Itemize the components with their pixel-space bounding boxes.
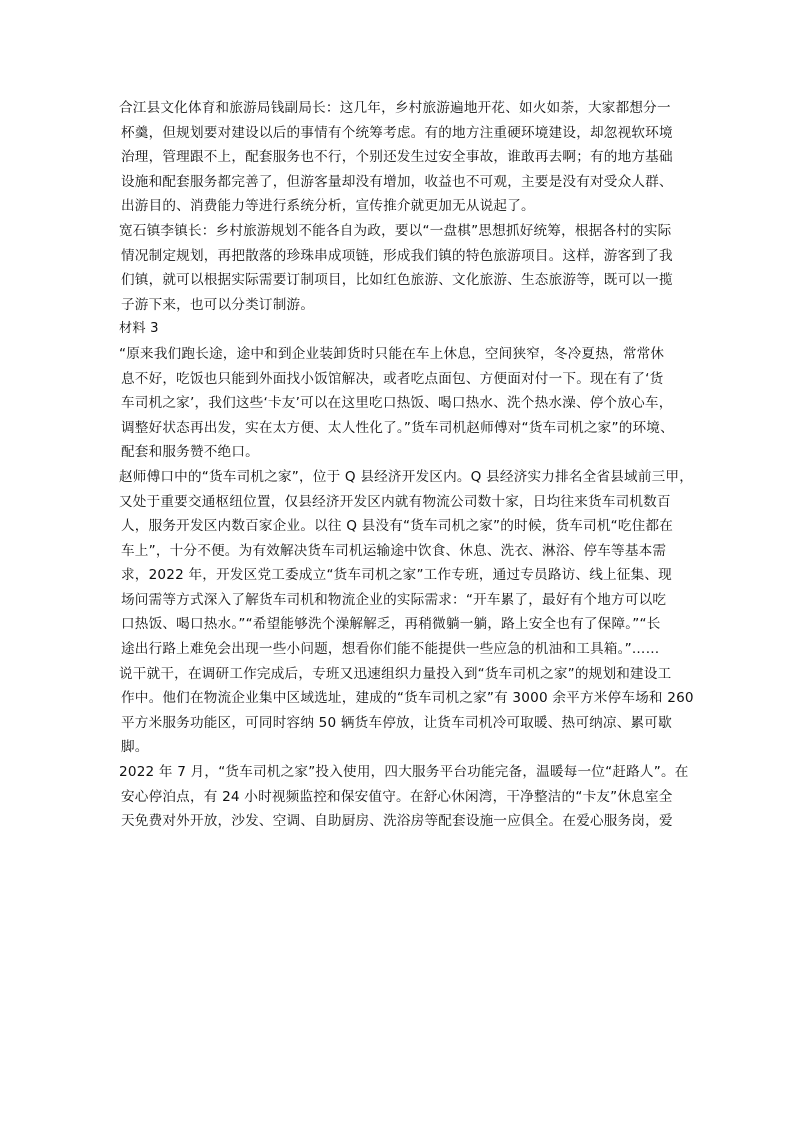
text-line: 情况制定规划，再把散落的珍珠串成项链，形成我们镇的特色旅游项目。这样，游客到了我: [121, 247, 673, 264]
text-line: 赵师傅口中的“货车司机之家”，位于 Q 县经济开发区内。Q 县经济实力排名全省县域前三甲，: [119, 468, 694, 485]
text-line: 车司机之家’，我们这些‘卡友’可以在这里吃口热饭、喝口热水、洗个热水澡、停个放心车，: [121, 395, 673, 412]
text-line: 2022 年 7 月，“货车司机之家”投入使用，四大服务平台功能完备，温暖每一位“赶路人”。在: [119, 764, 689, 781]
document-body: [119, 96, 694, 834]
text-line: 车上”，十分不便。为有效解决货车司机运输途中饮食、休息、洗衣、淋浴、停车等基本需: [121, 542, 667, 559]
text-line: 子游下来，也可以分类订制游。: [121, 296, 315, 313]
text-line: 作中。他们在物流企业集中区域选址，建成的“货车司机之家”有 3000 余平方米停车场和 260: [121, 690, 694, 707]
text-line: 又处于重要交通枢纽位置，仅县经济开发区内就有物流公司数十家，日均往来货车司机数百: [119, 493, 671, 510]
text-line: “原来我们跑长途，途中和到企业装卸货时只能在车上休息，空间狭窄，冬冷夏热，常常休: [119, 345, 665, 362]
text-line: 说干就干，在调研工作完成后，专班又迅速组织力量投入到“货车司机之家”的规划和建设工: [119, 665, 672, 682]
text-line: 安心停泊点，有 24 小时视频监控和保安值守。在舒心休闲湾，干净整洁的“卡友”休息室全: [121, 788, 673, 805]
text-line: 合江县文化体育和旅游局钱副局长：这几年，乡村旅游遍地开花、如火如荼，大家都想分一: [119, 100, 671, 116]
text-line: 们镇，就可以根据实际需要订制项目，比如红色旅游、文化旅游、生态旅游等，既可以一揽: [121, 272, 673, 289]
text-line: 出游目的、消费能力等进行系统分析，宣传推介就更加无从说起了。: [121, 198, 535, 215]
text-line: 脚。: [121, 739, 149, 756]
text-line: 杯羹，但规划要对建设以后的事情有个统筹考虑。有的地方注重硬环境建设，却忽视软环境: [121, 124, 673, 141]
text-line: 求，2022 年，开发区党工委成立“货车司机之家”工作专班，通过专员路访、线上征集、现: [121, 567, 672, 584]
text-line: 平方米服务功能区，可同时容纳 50 辆货车停放，让货车司机冷可取暖、热可纳凉、累可歇: [121, 714, 672, 731]
text-line: 宽石镇李镇长：乡村旅游规划不能各自为政，要以“一盘棋”思想抓好统筹，根据各村的实际: [119, 222, 672, 239]
section-heading: 材料 3: [119, 321, 159, 337]
text-line: 口热饭、喝口热水。”“希望能够洗个澡解解乏，再稍微躺一躺，路上安全也有了保障。”“长: [121, 616, 661, 633]
text-line: 场问需等方式深入了解货车司机和物流企业的实际需求：“开车累了，最好有个地方可以吃: [121, 591, 667, 608]
text-line: 天免费对外开放，沙发、空调、自助厨房、洗浴房等配套设施一应俱全。在爱心服务岗，爱: [121, 813, 673, 830]
text-line: 调整好状态再出发，实在太方便、太人性化了。”货车司机赵师傅对“货车司机之家”的环境、: [121, 419, 674, 436]
text-line: 设施和配套服务都完善了，但游客量却没有增加，收益也不可观，主要是没有对受众人群、: [121, 173, 673, 190]
text-line: 配套和服务赞不绝口。: [121, 444, 259, 461]
text-line: 治理，管理跟不上，配套服务也不行，个别还发生过安全事故，谁敢再去啊；有的地方基础: [121, 149, 673, 166]
text-line: 息不好，吃饭也只能到外面找小饭馆解决，或者吃点面包、方便面对付一下。现在有了‘货: [121, 370, 664, 387]
text-line: 途出行路上难免会出现一些小问题，想看你们能不能提供一些应急的机油和工具箱。”……: [121, 641, 660, 658]
text-line: 人，服务开发区内数百家企业。以往 Q 县没有“货车司机之家”的时候，货车司机“吃住都在: [121, 518, 674, 535]
